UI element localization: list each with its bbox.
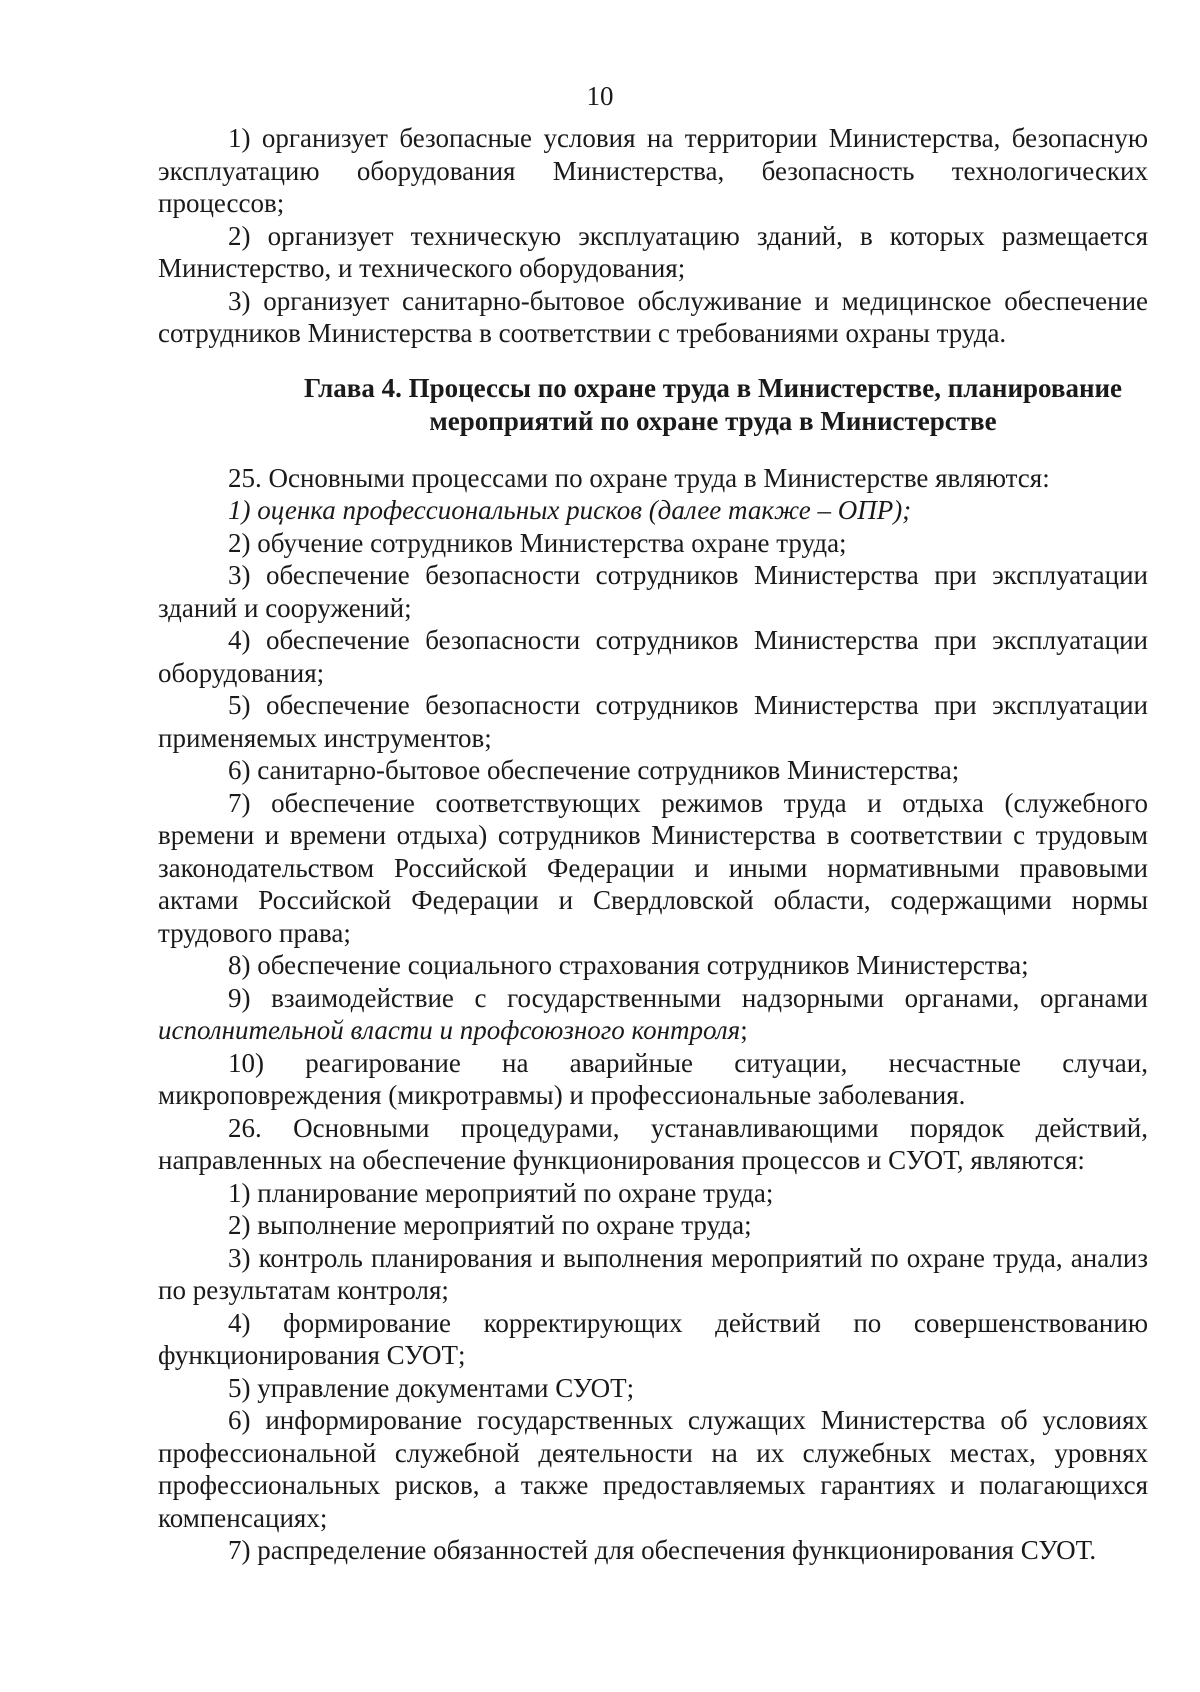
page-number: 10 [586, 81, 614, 111]
paragraph-26-item-6: 6) информирование государственных служащих Министерства об условиях профессиональной служебной деятельности на их служебных местах, уровнях профессиональных рисков, а также предоставляемых гарантиях и полагающихся компенсациях; [158, 1405, 1148, 1533]
paragraph-25-intro: 25. Основными процессами по охране труда в Министерстве являются: [228, 462, 1050, 493]
paragraph-26-item-1: 1) планирование мероприятий по охране труда; [228, 1177, 774, 1208]
chapter-heading [158, 372, 1148, 438]
paragraph-25-item-1: 1) оценка профессиональных рисков (далее также – ОПР); [228, 495, 912, 525]
paragraph-25-item-7: 7) обеспечение соответствующих режимов труда и отдыха (служебного времени и времени отдыха) сотрудников Министерства в соответствии с трудовым законодательством Российской Федерации и иными нормативными правовыми актами Российской Федерации и Свердловской области, содержащими нормы трудового права; [158, 787, 1148, 948]
paragraph-26-item-4: 4) формирование корректирующих действий по совершенствованию функционирования СУОТ; [158, 1307, 1148, 1370]
paragraph-25-item-9 [158, 982, 1148, 1047]
paragraph-25-item-5: 5) обеспечение безопасности сотрудников Министерства при эксплуатации применяемых инструментов; [158, 690, 1148, 753]
document-body [158, 122, 1148, 1567]
section-a-item-1: 1) организует безопасные условия на территории Министерства, безопасную эксплуатацию оборудования Министерства, безопасность технологических процессов; [158, 123, 1148, 218]
paragraph-25-item-8: 8) обеспечение социального страхования сотрудников Министерства; [228, 950, 1029, 980]
item-9-text-italic: исполнительной власти и профсоюзного контроля [158, 1015, 741, 1045]
paragraph-26-item-7: 7) распределение обязанностей для обеспечения функционирования СУОТ. [228, 1535, 1097, 1565]
paragraph-26-intro: 26. Основными процедурами, устанавливающими порядок действий, направленных на обеспечение функционирования процессов и СУОТ, являются: [158, 1112, 1148, 1175]
paragraph-26-item-5: 5) управление документами СУОТ; [228, 1372, 635, 1403]
paragraph-26-item-3: 3) контроль планирования и выполнения мероприятий по охране труда, анализ по результатам контроля; [158, 1242, 1148, 1305]
item-9-text-end: ; [740, 1015, 748, 1045]
chapter-heading-line-2: мероприятий по охране труда в Министерстве [429, 405, 997, 436]
paragraph-25-item-6: 6) санитарно-бытовое обеспечение сотрудников Министерства; [228, 755, 960, 785]
paragraph-25-item-10: 10) реагирование на аварийные ситуации, несчастные случаи, микроповреждения (микротравмы) и профессиональные заболевания. [158, 1047, 1148, 1110]
chapter-heading-line-1: Глава 4. Процессы по охране труда в Министерстве, планирование [303, 372, 1123, 403]
item-9-text-start: 9) взаимодействие с государственными надзорными органами, органами [228, 982, 1148, 1013]
paragraph-25-item-2: 2) обучение сотрудников Министерства охране труда; [228, 527, 847, 558]
paragraph-26-item-2: 2) выполнение мероприятий по охране труда; [228, 1210, 752, 1240]
paragraph-25-item-4: 4) обеспечение безопасности сотрудников Министерства при эксплуатации оборудования; [158, 625, 1148, 688]
paragraph-25-item-3: 3) обеспечение безопасности сотрудников Министерства при эксплуатации зданий и сооружений; [158, 560, 1148, 623]
section-a-item-2: 2) организует техническую эксплуатацию зданий, в которых размещается Министерство, и технического оборудования; [158, 220, 1148, 283]
section-a-item-3: 3) организует санитарно-бытовое обслуживание и медицинское обеспечение сотрудников Министерства в соответствии с требованиями охраны труда. [158, 285, 1148, 348]
